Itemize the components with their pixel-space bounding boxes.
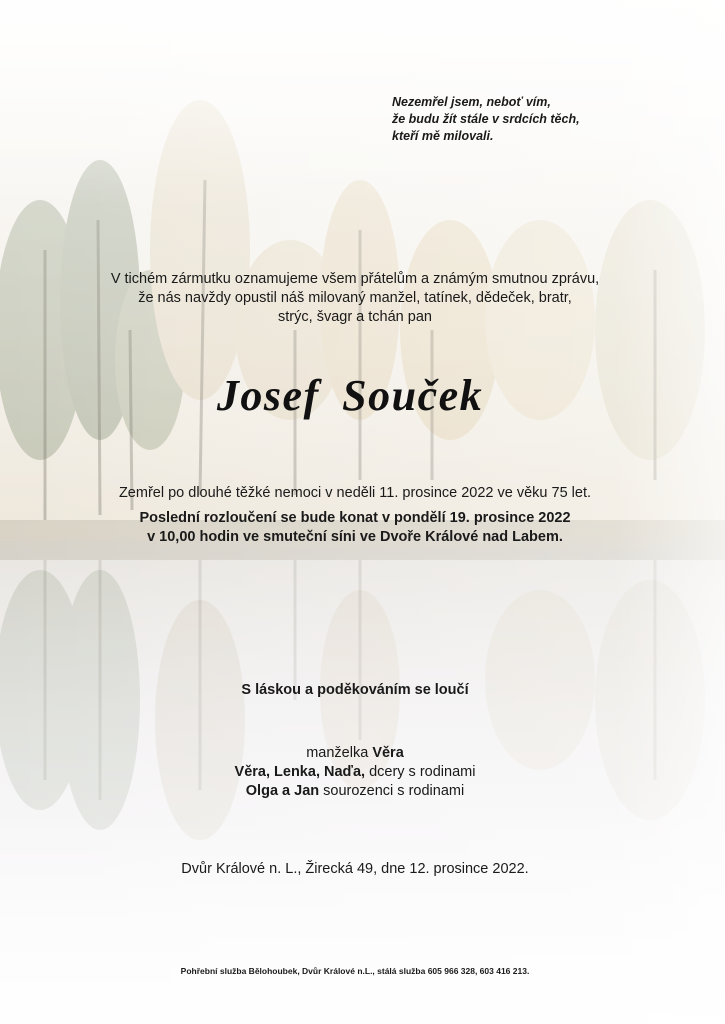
- motto-line: že budu žít stále v srdcích těch,: [392, 112, 580, 126]
- mourner-relation: dcery s rodinami: [365, 764, 476, 780]
- funeral-service-footer: Pohřební služba Bělohoubek, Dvůr Králové n.L., stálá služba 605 966 328, 603 416 213.: [180, 966, 530, 976]
- mourner-names: Věra: [372, 745, 404, 761]
- mourner-row: [60, 782, 650, 801]
- mourner-names: Věra, Lenka, Naďa,: [234, 764, 366, 780]
- announcement-line: že nás navždy opustil náš milovaný manžel, tatínek, dědeček, bratr,: [138, 290, 572, 306]
- mourner-relation: sourozenci s rodinami: [319, 783, 465, 799]
- mourner-row: [60, 763, 650, 782]
- announcement-line: strýc, švagr a tchán pan: [278, 309, 432, 325]
- mourner-names: Olga a Jan: [245, 783, 320, 799]
- funeral-info: [60, 509, 650, 547]
- motto-line: Nezemřel jsem, neboť vím,: [392, 95, 551, 109]
- mourner-row: [60, 744, 650, 763]
- place-and-date: Dvůr Králové n. L., Žirecká 49, dne 12. prosince 2022.: [181, 861, 529, 877]
- farewell-heading: S láskou a poděkováním se loučí: [241, 682, 469, 698]
- motto-line: kteří mě milovali.: [392, 129, 494, 143]
- funeral-line: v 10,00 hodin ve smuteční síni ve Dvoře Králové nad Labem.: [147, 529, 563, 545]
- funeral-line: Poslední rozloučení se bude konat v pondělí 19. prosince 2022: [139, 510, 571, 526]
- announcement-line: V tichém zármutku oznamujeme všem přátelům a známým smutnou zprávu,: [110, 271, 600, 287]
- death-notice: Zemřel po dlouhé těžké nemoci v neděli 11. prosince 2022 ve věku 75 let.: [118, 485, 592, 501]
- announcement-text: [60, 270, 650, 327]
- mourner-relation: manželka: [306, 745, 373, 761]
- motto-quote: [392, 94, 692, 145]
- deceased-name: Josef Souček: [216, 371, 484, 420]
- mourners-list: [60, 744, 650, 801]
